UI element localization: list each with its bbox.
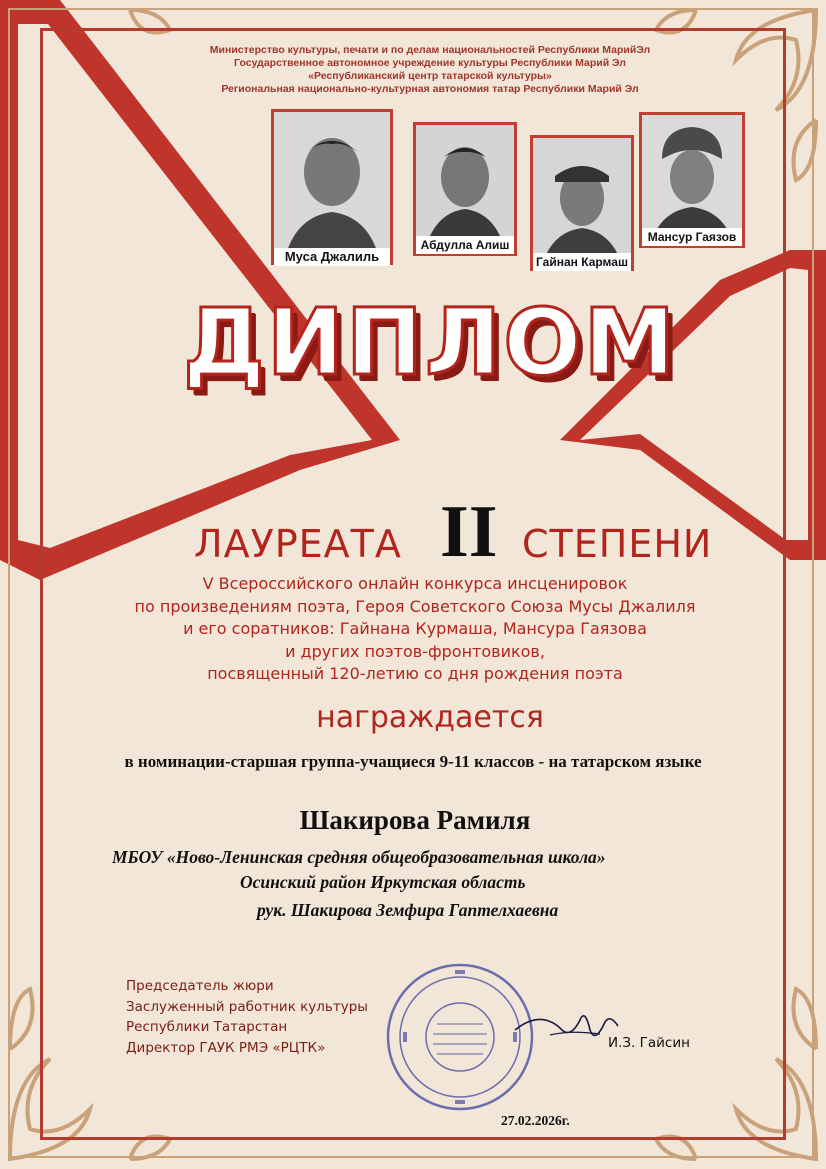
contest-line: V Всероссийского онлайн конкурса инсценировок — [202, 574, 628, 593]
jury-line: Заслуженный работник культуры — [126, 998, 368, 1015]
contest-line: и других поэтов-фронтовиков, — [285, 641, 545, 661]
awarded-heading: награждается — [316, 700, 544, 735]
organizers-header — [150, 44, 710, 96]
diploma-title: ДИПЛОМ — [182, 289, 678, 396]
region-line: Осинский район Иркутская область — [240, 872, 526, 892]
portrait-photo — [274, 112, 390, 262]
issue-date: 27.02.2026г. — [501, 1113, 570, 1128]
nomination-text: в номинации-старшая группа-учащиеся 9-11 классов - на татарском языке — [124, 752, 702, 771]
signature-icon — [510, 1000, 620, 1050]
portrait-photo — [416, 125, 514, 253]
portrait-caption: Абдулла Алиш — [416, 236, 514, 254]
school-line: МБОУ «Ново-Ленинская средняя общеобразовательная школа» — [112, 847, 606, 867]
portrait-photo — [533, 138, 631, 268]
contest-line: и его соратников: Гайнана Курмаша, Мансура Гаязова — [183, 619, 647, 638]
jury-line: Директор ГАУК РМЭ «РЦТК» — [126, 1039, 326, 1056]
organizer-line: «Республиканский центр татарской культуры» — [308, 70, 552, 82]
contest-line: по произведениям поэта, Героя Советского Союза Мусы Джалиля — [134, 596, 696, 616]
portrait-caption: Мансур Гаязов — [642, 228, 742, 246]
portrait-caption: Гайнан Кармаш — [533, 253, 631, 271]
organizer-line: Министерство культуры, печати и по делам национальностей Республики МарийЭл — [209, 44, 651, 56]
degree-numeral: II — [440, 491, 498, 573]
supervisor-line: рук. Шакирова Земфира Гаптелхаевна — [257, 900, 559, 920]
laureate-word: ЛАУРЕАТА — [194, 522, 402, 566]
jury-block — [126, 976, 368, 1058]
contest-description — [120, 573, 710, 686]
jury-line: Председатель жюри — [126, 978, 274, 994]
signatory-name: И.З. Гайсин — [608, 1035, 690, 1051]
portrait-photo — [642, 115, 742, 245]
laureate-degree — [190, 492, 750, 572]
portrait-caption: Муса Джалиль — [274, 248, 390, 266]
recipient-name: Шакирова Рамиля — [299, 805, 531, 835]
organizer-line: Региональная национально-культурная автономия татар Республики Марий Эл — [221, 83, 639, 95]
contest-line: посвященный 120-летию со дня рождения поэта — [207, 664, 623, 683]
jury-line: Республики Татарстан — [126, 1019, 288, 1035]
organizer-line: Государственное автономное учреждение культуры Республики Марий Эл — [234, 57, 626, 69]
degree-word: СТЕПЕНИ — [522, 522, 713, 566]
